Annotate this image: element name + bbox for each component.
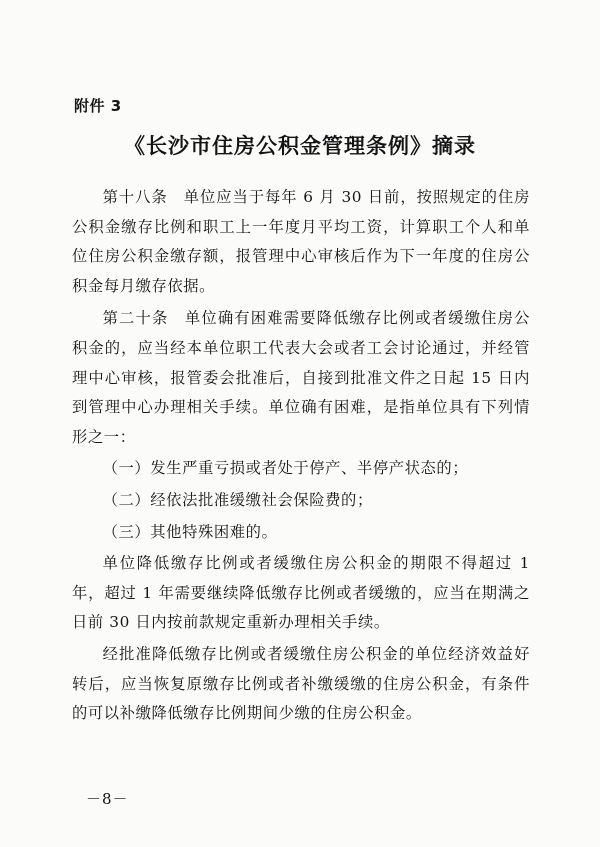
condition-item-1: （一）发生严重亏损或者处于停产、半停产状态的； — [102, 459, 469, 478]
document-body — [72, 183, 530, 729]
restore-contribution-paragraph: 经批准降低缴存比例或者缓缴住房公积金的单位经济效益好转后，应当恢复原缴存比例或者补缴缓缴的住房公积金，有条件的可以补缴降低缴存比例期间少缴的住房公积金。 — [72, 644, 530, 723]
article-18-paragraph: 第十八条 单位应当于每年 6 月 30 日前，按照规定的住房公积金缴存比例和职工上一年度月平均工资，计算职工个人和单位住房公积金缴存额，报管理中心审核后作为下一年度的住房公积金每月缴存依据。 — [72, 188, 530, 295]
attachment-label: 附件 3 — [74, 97, 122, 115]
deferral-period-paragraph: 单位降低缴存比例或者缓缴住房公积金的期限不得超过 1 年，超过 1 年需要继续降低缴存比例或者缓缴的，应当在期满之日前 30 日内按前款规定重新办理相关手续。 — [72, 554, 530, 632]
article-20-paragraph: 第二十条 单位确有困难需要降低缴存比例或者缓缴住房公积金的，应当经本单位职工代表大会或者工会讨论通过，并经管理中心审核，报管委会批准后，自接到批准文件之日起 15 日内到管理中心办理相关手续。单位确有困难，是指单位具有下列情形之一： — [72, 309, 530, 446]
condition-item-2: （二）经依法批准缓缴社会保险费的； — [102, 490, 373, 509]
condition-item-3: （三）其他特殊困难的。 — [102, 522, 278, 541]
page-number: －8－ — [86, 790, 129, 808]
page-title: 《长沙市住房公积金管理条例》摘录 — [124, 134, 476, 158]
